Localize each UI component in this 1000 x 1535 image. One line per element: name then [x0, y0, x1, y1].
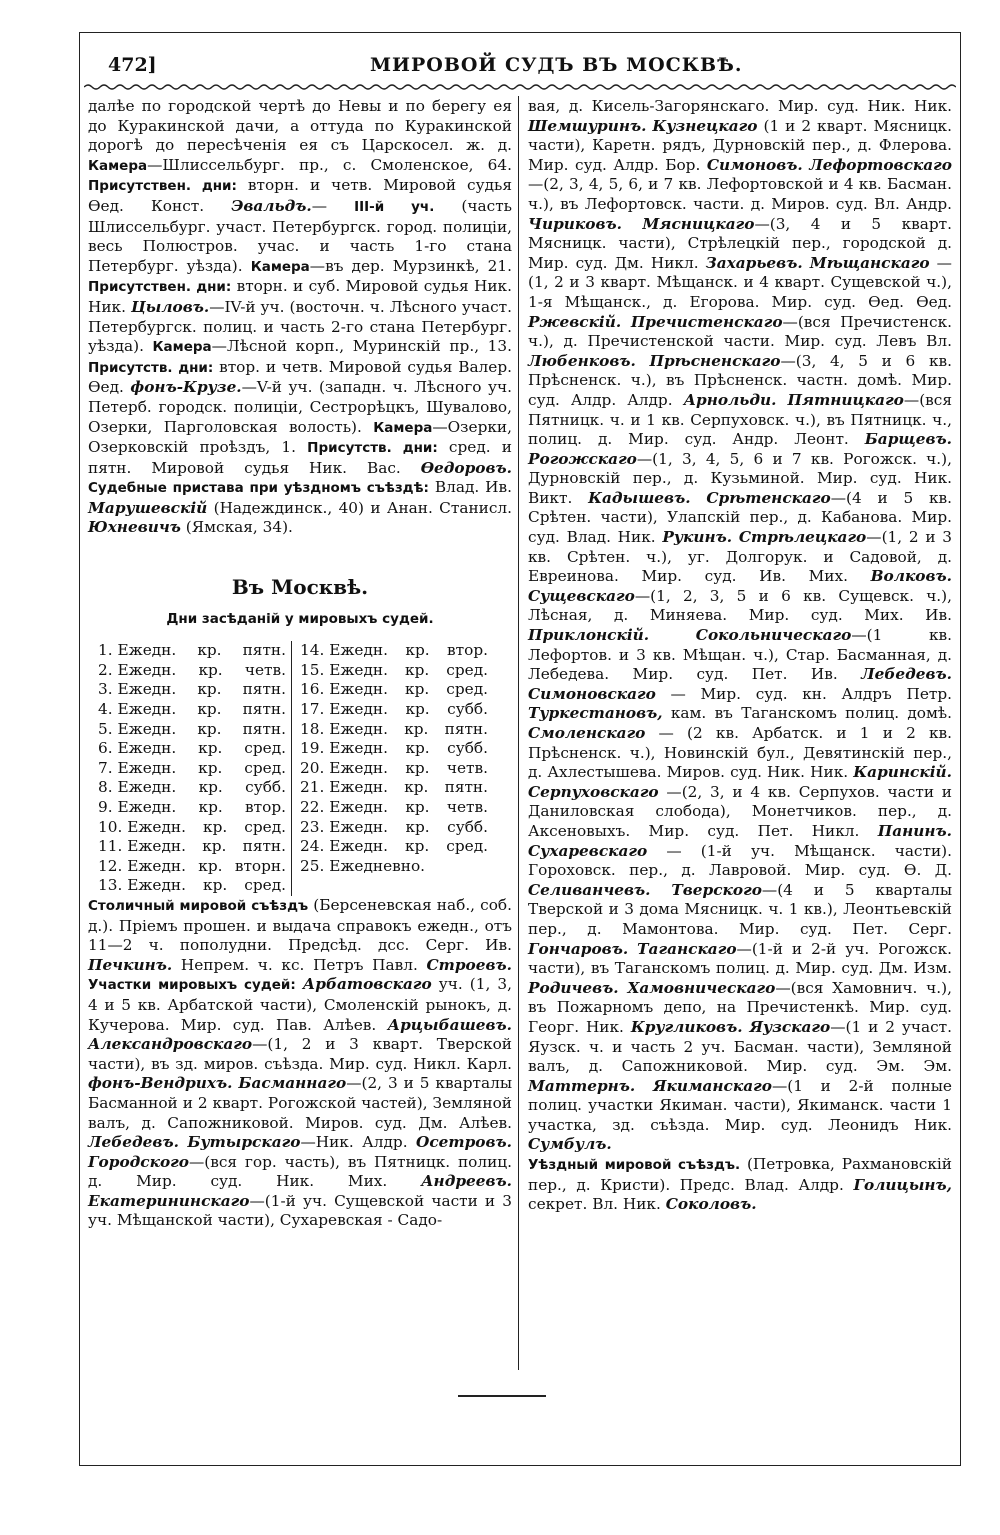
schedule-weekday: вторн.: [234, 856, 286, 875]
person-or-district-name: Срѣтенскаго: [706, 488, 831, 507]
person-or-district-name: Чириковъ.: [528, 214, 622, 233]
schedule-day-label: 1. Ежедн.: [98, 641, 177, 660]
person-or-district-name: Таганскаго: [637, 939, 737, 958]
person-or-district-name: Родичевъ.: [528, 978, 619, 997]
schedule-weekday: сред.: [244, 817, 286, 836]
schedule-row: [300, 798, 488, 818]
schedule-abbrev: кр.: [405, 680, 430, 699]
person-or-district-name: Эвальдъ.: [231, 196, 312, 215]
schedule-abbrev: кр.: [404, 778, 429, 797]
person-or-district-name: Лебедевъ.: [88, 1133, 179, 1152]
section-title: Въ Москвѣ.: [231, 575, 369, 600]
person-or-district-name: Марушевскій: [88, 498, 208, 517]
schedule-day-label: 2. Ежедн.: [98, 660, 177, 679]
schedule-day-label: 16. Ежедн.: [300, 680, 388, 699]
schedule-title: Дни засѣданій у мировыхъ судей.: [166, 610, 434, 627]
schedule-day-label: 22. Ежедн.: [300, 798, 388, 816]
spaced-heading: Камера: [152, 339, 212, 356]
schedule-abbrev: кр.: [198, 856, 223, 875]
schedule-abbrev: кр.: [197, 680, 222, 699]
schedule-abbrev: кр.: [404, 719, 429, 738]
schedule-row: [300, 759, 488, 779]
schedule-row: [300, 857, 488, 877]
person-or-district-name: Юхневичъ: [88, 518, 181, 537]
schedule-weekday: субб.: [447, 739, 488, 758]
person-or-district-name: Кузнецкаго: [652, 116, 758, 135]
schedule-row: [300, 739, 488, 759]
text-run: —(2, 3 и 5 кварталы Басманной и 2 кварт. Рогожской частей), Земляной валъ, д. Сапожниковой. Миров. суд. Дм. Алѣев.: [88, 1074, 512, 1132]
text-run: —(4 и 5 кварталы Тверской и 3 дома Мясницк. ч. 1 кв.), Леонтьевскій пер., д. Мамонтова. Мир. суд. Пет. Серг.: [528, 880, 952, 938]
text-run: —(1 и 2 участ. Яузск. ч. и часть 2 уч. Басман. части), Земляной валъ, д. Сапожниковой. Мир. суд. Эм. Эм.: [528, 1017, 952, 1076]
person-or-district-name: Якиманскаго: [652, 1076, 772, 1095]
schedule-day-label: 11. Ежедн.: [98, 837, 186, 856]
text-run: —(1, 2, 3, 5 и 6 кв. Сущевск. ч.), Лѣсная, д. Миняева. Мир. суд. Мих. Ив.: [528, 586, 952, 625]
schedule-row: [300, 641, 488, 661]
schedule-day-label: 4. Ежедн.: [98, 700, 177, 719]
person-or-district-name: Кругликовъ.: [630, 1017, 743, 1036]
person-or-district-name: Екатерининскаго: [88, 1191, 250, 1210]
text-run: [803, 254, 810, 272]
person-or-district-name: Голицынъ,: [853, 1175, 952, 1194]
person-or-district-name: Александровскаго: [88, 1035, 253, 1054]
text-run: втор. и четв. Мировой судья Валер. Ѳед.: [88, 357, 512, 397]
text-run: [622, 215, 642, 233]
text-run: сред. и пятн. Мировой судья Ник. Вас.: [88, 438, 512, 477]
schedule-row: [98, 700, 286, 720]
text-run: — Мир. суд. кн. Алдръ Петр.: [655, 684, 952, 703]
schedule-row: [300, 680, 488, 700]
spaced-heading: Присутствен. дни:: [88, 178, 237, 195]
text-run: далѣе по городской чертѣ до Невы и по берегу ея до Куракинской дачи, а оттуда по Куракинской дорогѣ до пересѣченія ея съ Царскосел. ж. д.: [88, 97, 512, 155]
text-run: [651, 881, 672, 899]
schedule-weekday: сред.: [244, 739, 286, 758]
text-run: —Шлиссельбург. пр., с. Смоленское, 64.: [147, 155, 512, 174]
text-run: —(вся Пятницк. ч. и 1 кв. Серпуховск. ч.), въ Пятницк. ч., полиц. д. Мир. суд. Андр. Леонт.: [528, 390, 952, 449]
person-or-district-name: Арбатовскаго: [302, 975, 432, 994]
schedule-weekday: сред.: [244, 876, 286, 895]
schedule-row: [300, 700, 488, 720]
person-or-district-name: Селиванчевъ.: [528, 880, 651, 899]
text-run: кам. въ Таганскомъ полиц. домѣ.: [662, 704, 952, 723]
text-run: [691, 489, 707, 507]
schedule-row: [300, 837, 488, 857]
text-run: —(вся Хамовнич. ч.), въ Пожарномъ депо, на Пречистенкѣ. Мир. суд. Георг. Ник.: [528, 978, 952, 1036]
person-or-district-name: Маттернъ.: [528, 1076, 636, 1095]
text-run: уч. (1, 3, 4 и 5 кв. Арбатской части), Смоленскій рынокъ, д. Кучерова. Мир. суд. Пав. Алѣев.: [88, 975, 512, 1034]
schedule-day-label: 25. Ежедневно.: [300, 856, 426, 875]
person-or-district-name: Городского: [88, 1152, 189, 1171]
schedule-day-label: 20. Ежедн.: [300, 758, 388, 777]
right-paragraph-2: [528, 1155, 952, 1215]
schedule-row: [98, 798, 286, 818]
schedule-day-label: 17. Ежедн.: [300, 700, 388, 719]
person-or-district-name: Басманнаго: [238, 1074, 347, 1093]
text-run: —: [311, 196, 355, 215]
left-paragraph-2: [88, 896, 512, 1231]
schedule-weekday: четв.: [446, 798, 488, 816]
text-run: вая, д. Кисель-Загорянскаго. Мир. суд. Ник. Ник.: [528, 97, 952, 115]
spaced-heading: Присутств. дни:: [88, 359, 214, 376]
person-or-district-name: Каринскій.: [853, 763, 952, 782]
person-or-district-name: Арнольди.: [683, 390, 777, 409]
person-or-district-name: Цыловъ.: [130, 297, 210, 316]
text-run: [296, 975, 303, 993]
schedule-day-label: 14. Ежедн.: [300, 641, 388, 660]
schedule-row: [98, 837, 286, 857]
text-run: вторн. и четв. Мировой судья Ѳед. Конст.: [88, 176, 512, 215]
person-or-district-name: Стрѣлецкаго: [738, 528, 867, 547]
person-or-district-name: Приклонскій.: [528, 626, 650, 645]
schedule-weekday: субб.: [245, 778, 286, 797]
text-run: —(2, 3, и 4 кв. Серпухов. части и Даниловская слобода), Монетчиков. пер., д. Аксеновыхъ. Мир. суд. Пет. Никл.: [528, 782, 952, 840]
text-run: [621, 313, 631, 331]
schedule-abbrev: кр.: [198, 798, 223, 816]
schedule-weekday: сред.: [446, 837, 488, 856]
schedule-abbrev: кр.: [202, 837, 227, 856]
schedule-day-label: 5. Ежедн.: [98, 719, 177, 738]
text-run: [635, 1077, 653, 1095]
schedule-day-label: 9. Ежедн.: [98, 798, 177, 816]
spaced-heading: Судебные пристава при уѣздномъ съѣздѣ:: [88, 480, 429, 497]
schedule-abbrev: кр.: [198, 660, 223, 679]
text-run: —(1, 2 и 3 кварт. Мѣщанск. и 4 кварт. Сущевской ч.), 1-я Мѣщанск., д. Егорова. Мир. суд. Ѳед. Ѳед.: [528, 253, 952, 311]
text-run: —(2, 3, 4, 5, 6, и 7 кв. Лефортовской и 4 кв. Басман. ч.), въ Лефортовск. части. д. Миров. суд. Вл. Андр.: [528, 175, 952, 213]
person-or-district-name: Барщевъ.: [864, 430, 952, 449]
schedule-abbrev: кр.: [405, 817, 430, 836]
text-run: (Петровка, Рахмановскій пер., д. Кристи). Предс. Влад. Алдр.: [528, 1155, 953, 1194]
schedule-abbrev: кр.: [197, 700, 222, 719]
schedule-abbrev: кр.: [405, 739, 430, 758]
text-run: —(1, 2 и 3 кварт. Тверской части), въ зд. миров. съѣзда. Мир. суд. Никл. Карл.: [88, 1035, 512, 1073]
text-run: Влад. Ив.: [428, 478, 512, 497]
schedule-abbrev: кр.: [405, 660, 430, 679]
bottom-rule: [458, 1395, 546, 1397]
schedule-weekday: пятн.: [444, 719, 488, 738]
schedule-day-label: 7. Ежедн.: [98, 758, 177, 777]
person-or-district-name: Гончаровъ.: [528, 939, 629, 958]
person-or-district-name: Андреевъ.: [421, 1172, 512, 1191]
schedule-day-label: 18. Ежедн.: [300, 719, 388, 738]
person-or-district-name: Симоновъ.: [706, 155, 803, 174]
text-run: —(1-й и 2-й уч. Рогожск. части), въ Таганскомъ полиц. д. Мир. суд. Дм. Изм.: [528, 939, 952, 978]
schedule-day-label: 21. Ежедн.: [300, 778, 388, 797]
person-or-district-name: Ѳедоровъ.: [420, 458, 512, 477]
text-run: —(3, 4, 5 и 6 кв. Прѣсненск. ч.), въ Прѣсненск. частн. домѣ. Мир. суд. Алдр. Алдр.: [528, 351, 952, 409]
text-run: Непрем. ч. кс. Петръ Павл.: [172, 955, 427, 974]
schedule-abbrev: кр.: [197, 641, 222, 660]
text-run: секрет. Вл. Ник.: [528, 1195, 666, 1214]
schedule-row: [98, 876, 286, 896]
text-run: —(1, 3, 4, 5, 6 и 7 кв. Рогожск. ч.), Дурновскій пер., д. Кузьминой. Мир. суд. Ник. Викт.: [528, 449, 952, 507]
spaced-heading: Присутств. дни:: [307, 440, 438, 457]
text-run: (Надеждинск., 40) и Анан. Станисл.: [207, 498, 512, 517]
person-or-district-name: Смоленскаго: [528, 724, 646, 742]
person-or-district-name: Соколовъ.: [665, 1195, 757, 1214]
text-run: —(1 и 2-й полные полиц. участки Якиман. части), Якиманск. части 1 участка, зд. съѣзда. Мир. суд. Леонидъ Ник.: [528, 1076, 952, 1134]
schedule-weekday: втор.: [447, 641, 488, 660]
right-column: [528, 97, 952, 1215]
schedule-row: [300, 661, 488, 681]
schedule-abbrev: кр.: [198, 739, 223, 758]
left-column: [88, 97, 512, 1231]
person-or-district-name: Мясницкаго: [642, 214, 755, 233]
text-run: [628, 940, 637, 958]
schedule-weekday: четв.: [446, 758, 488, 777]
schedule-abbrev: кр.: [405, 700, 430, 719]
schedule-row: [98, 720, 286, 740]
person-or-district-name: Лебедевъ.: [861, 665, 952, 684]
person-or-district-name: Тверского: [671, 880, 762, 899]
schedule-row: [98, 680, 286, 700]
text-run: —(4 и 5 кв. Срѣтен. части), Улапскій пер., д. Кабанова. Мир. суд. Влад. Ник.: [528, 488, 952, 547]
person-or-district-name: Пречистенскаго: [630, 312, 783, 331]
schedule-row: [98, 661, 286, 681]
schedule-weekday: сред.: [446, 660, 488, 679]
person-or-district-name: Кадышевъ.: [588, 488, 691, 507]
schedule-weekday: сред.: [244, 758, 286, 777]
schedule-abbrev: кр.: [405, 758, 430, 777]
schedule-row: [98, 857, 286, 877]
spaced-heading: Камера: [250, 258, 310, 275]
person-or-district-name: Печкинъ.: [88, 955, 173, 974]
text-run: —(3, 4 и 5 кварт. Мясницк. части), Стрѣлецкій пер., городской д. Мир. суд. Дм. Никл.: [528, 214, 952, 272]
person-or-district-name: Серпуховскаго: [528, 782, 659, 801]
schedule-row: [300, 720, 488, 740]
schedule-table: [98, 641, 488, 896]
person-or-district-name: Панинъ.: [877, 821, 952, 840]
page-header: [100, 44, 960, 78]
spaced-heading: Камера: [373, 419, 433, 436]
spaced-heading: III-й уч.: [354, 198, 435, 215]
schedule-day-label: 23. Ежедн.: [300, 817, 388, 836]
person-or-district-name: Сущевскаго: [528, 586, 635, 605]
spaced-heading: Столичный мировой съѣздъ: [88, 897, 309, 914]
schedule-abbrev: кр.: [405, 798, 430, 816]
schedule-weekday: пятн.: [242, 641, 286, 660]
person-or-district-name: Сухаревскаго: [528, 841, 648, 860]
text-run: —въ дер. Мурзинкѣ, 21.: [309, 256, 512, 275]
person-or-district-name: Яузскаго: [749, 1017, 831, 1036]
text-run: —(1 кв. Лефортов. и 3 кв. Мѣщан. ч.), Стар. Басманная, д. Лебедева. Мир. суд. Пет. Ив.: [528, 626, 952, 684]
text-run: [776, 391, 787, 409]
schedule-abbrev: кр.: [405, 837, 430, 856]
schedule-row: [98, 778, 286, 798]
person-or-district-name: Любенковъ.: [528, 351, 636, 370]
schedule-abbrev: кр.: [198, 758, 223, 777]
schedule-day-label: 19. Ежедн.: [300, 739, 388, 758]
text-run: [649, 626, 696, 644]
schedule-abbrev: кр.: [203, 817, 228, 836]
person-or-district-name: Симоновскаго: [528, 684, 656, 703]
schedule-weekday: пятн.: [242, 680, 286, 699]
person-or-district-name: фонъ-Крузе.: [130, 378, 242, 397]
schedule-day-label: 3. Ежедн.: [98, 680, 177, 699]
schedule-weekday: сред.: [446, 680, 488, 699]
schedule-weekday: пятн.: [242, 719, 286, 738]
wavy-rule: [84, 82, 956, 92]
text-run: [732, 528, 739, 546]
person-or-district-name: Туркестановъ,: [528, 704, 663, 723]
person-or-district-name: Хамовническаго: [627, 978, 776, 997]
text-run: —V-й уч. (западн. ч. Лѣсного уч. Петерб. городск. полиціи, Сестрорѣцкъ, Шувалово, Озерки, Парголовская волость).: [88, 378, 512, 436]
schedule-weekday: втор.: [245, 798, 286, 816]
schedule-day-label: 15. Ежедн.: [300, 660, 388, 679]
text-run: (часть Шлиссельбург. участ. Петербургск. город. полиціи, весь Полюстров. учас. и часть 1-го стана Петербург. уѣзда).: [88, 196, 512, 275]
text-run: —(вся гор. часть), въ Пятницк. полиц. д. Мир. суд. Ник. Мих.: [88, 1152, 512, 1191]
column-divider: [518, 96, 519, 1370]
text-run: —IV-й уч. (восточн. ч. Лѣсного участ. Петербургск. полиц. и часть 2-го стана Петербург. уѣзда).: [88, 297, 513, 356]
person-or-district-name: Волковъ.: [870, 567, 952, 586]
running-title: МИРОВОЙ СУДЪ ВЪ МОСКВѢ.: [370, 54, 743, 76]
person-or-district-name: Сумбулъ.: [528, 1135, 612, 1154]
schedule-day-label: 12. Ежедн.: [98, 856, 186, 875]
person-or-district-name: Шемшуринъ.: [528, 116, 647, 135]
schedule-row: [300, 778, 488, 798]
schedule-weekday: пятн.: [444, 778, 488, 797]
text-run: —Лѣсной корп., Муринскій пр., 13.: [211, 337, 512, 356]
schedule-abbrev: кр.: [197, 719, 222, 738]
person-or-district-name: Осетровъ.: [416, 1133, 512, 1152]
text-run: —(вся Пречистенск. ч.), д. Пречистенской части. Мир. суд. Левъ Вл.: [528, 312, 952, 351]
person-or-district-name: Пятницкаго: [787, 390, 904, 409]
schedule-weekday: пятн.: [242, 837, 286, 856]
schedule-row: [98, 818, 286, 838]
text-run: [636, 352, 650, 370]
right-paragraph-1: [528, 97, 952, 1155]
schedule-abbrev: кр.: [203, 876, 228, 895]
schedule-weekday: субб.: [447, 700, 488, 719]
person-or-district-name: Захарьевъ.: [705, 253, 803, 272]
schedule-row: [98, 759, 286, 779]
text-run: (Ямская, 34).: [180, 518, 293, 537]
spaced-heading: Уѣздный мировой съѣздъ.: [528, 1157, 741, 1174]
text-run: —Озерки, Озерковскій проѣздъ, 1.: [88, 417, 512, 457]
person-or-district-name: Строевъ.: [426, 955, 512, 974]
person-or-district-name: Рукинъ.: [662, 528, 733, 547]
text-run: —Ник. Алдр.: [300, 1133, 417, 1152]
person-or-district-name: Прѣсненскаго: [649, 351, 781, 370]
spaced-heading: Присутствен. дни:: [88, 279, 232, 296]
text-run: —(1-й уч. Сущевской части и 3 уч. Мѣщанской части), Сухаревская - Садо-: [88, 1191, 512, 1230]
schedule-row: [98, 739, 286, 759]
schedule-day-label: 24. Ежедн.: [300, 837, 388, 856]
schedule-weekday: субб.: [447, 817, 488, 836]
text-run: вторн. и суб. Мировой судья Ник. Ник.: [88, 277, 512, 316]
spaced-heading: Участки мировыхъ судей:: [88, 977, 296, 994]
text-run: (1 и 2 кварт. Мясницк. части), Каретн. рядъ, Дурновскій пер., д. Флерова. Мир. суд. Алдр. Бор.: [528, 116, 952, 174]
left-paragraph-1: [88, 97, 512, 538]
schedule-abbrev: кр.: [198, 778, 223, 797]
person-or-district-name: фонъ-Вендрихъ.: [88, 1074, 233, 1093]
page-number: 472]: [108, 54, 157, 76]
schedule-row: [98, 641, 286, 661]
schedule-day-label: 8. Ежедн.: [98, 778, 177, 797]
schedule-weekday: четв.: [244, 660, 286, 679]
schedule-day-label: 13. Ежедн.: [98, 876, 186, 895]
text-run: (Берсеневская наб., соб. д.). Пріемъ прошен. и выдача справокъ ежедн., отъ 11—2 ч. пополудни. Предсѣд. дсс. Серг. Ив.: [88, 895, 512, 955]
person-or-district-name: Бутырскаго: [187, 1133, 301, 1152]
text-run: — (2 кв. Арбатск. и 1 и 2 кв. Прѣсненск. ч.), Новинскій бул., Девятинскій пер., д. Ахлестышева. Миров. суд. Ник. Ник.: [528, 724, 952, 782]
text-run: — (1-й уч. Мѣщанск. части). Гороховск. пер., д. Лавровой. Мир. суд. Ѳ. Д.: [528, 841, 952, 880]
schedule-day-label: 10. Ежедн.: [98, 817, 186, 836]
text-run: —(1, 2 и 3 кв. Срѣтен. ч.), уг. Долгорук. и Садовой, д. Евреинова. Мир. суд. Ив. Мих.: [528, 528, 952, 586]
schedule-column-1: [98, 641, 292, 896]
schedule-column-2: [292, 641, 488, 896]
person-or-district-name: Сокольническаго: [695, 626, 852, 645]
person-or-district-name: Арцыбашевъ.: [387, 1015, 512, 1034]
schedule-abbrev: кр.: [405, 641, 430, 660]
person-or-district-name: Мѣщанскаго: [809, 253, 930, 272]
person-or-district-name: Лефортовскаго: [809, 155, 952, 174]
schedule-day-label: 6. Ежедн.: [98, 739, 177, 758]
schedule-weekday: пятн.: [242, 700, 286, 719]
spaced-heading: Камера: [88, 157, 148, 174]
schedule-row: [300, 818, 488, 838]
person-or-district-name: Рогожскаго: [528, 449, 637, 468]
person-or-district-name: Ржевскій.: [528, 312, 622, 331]
